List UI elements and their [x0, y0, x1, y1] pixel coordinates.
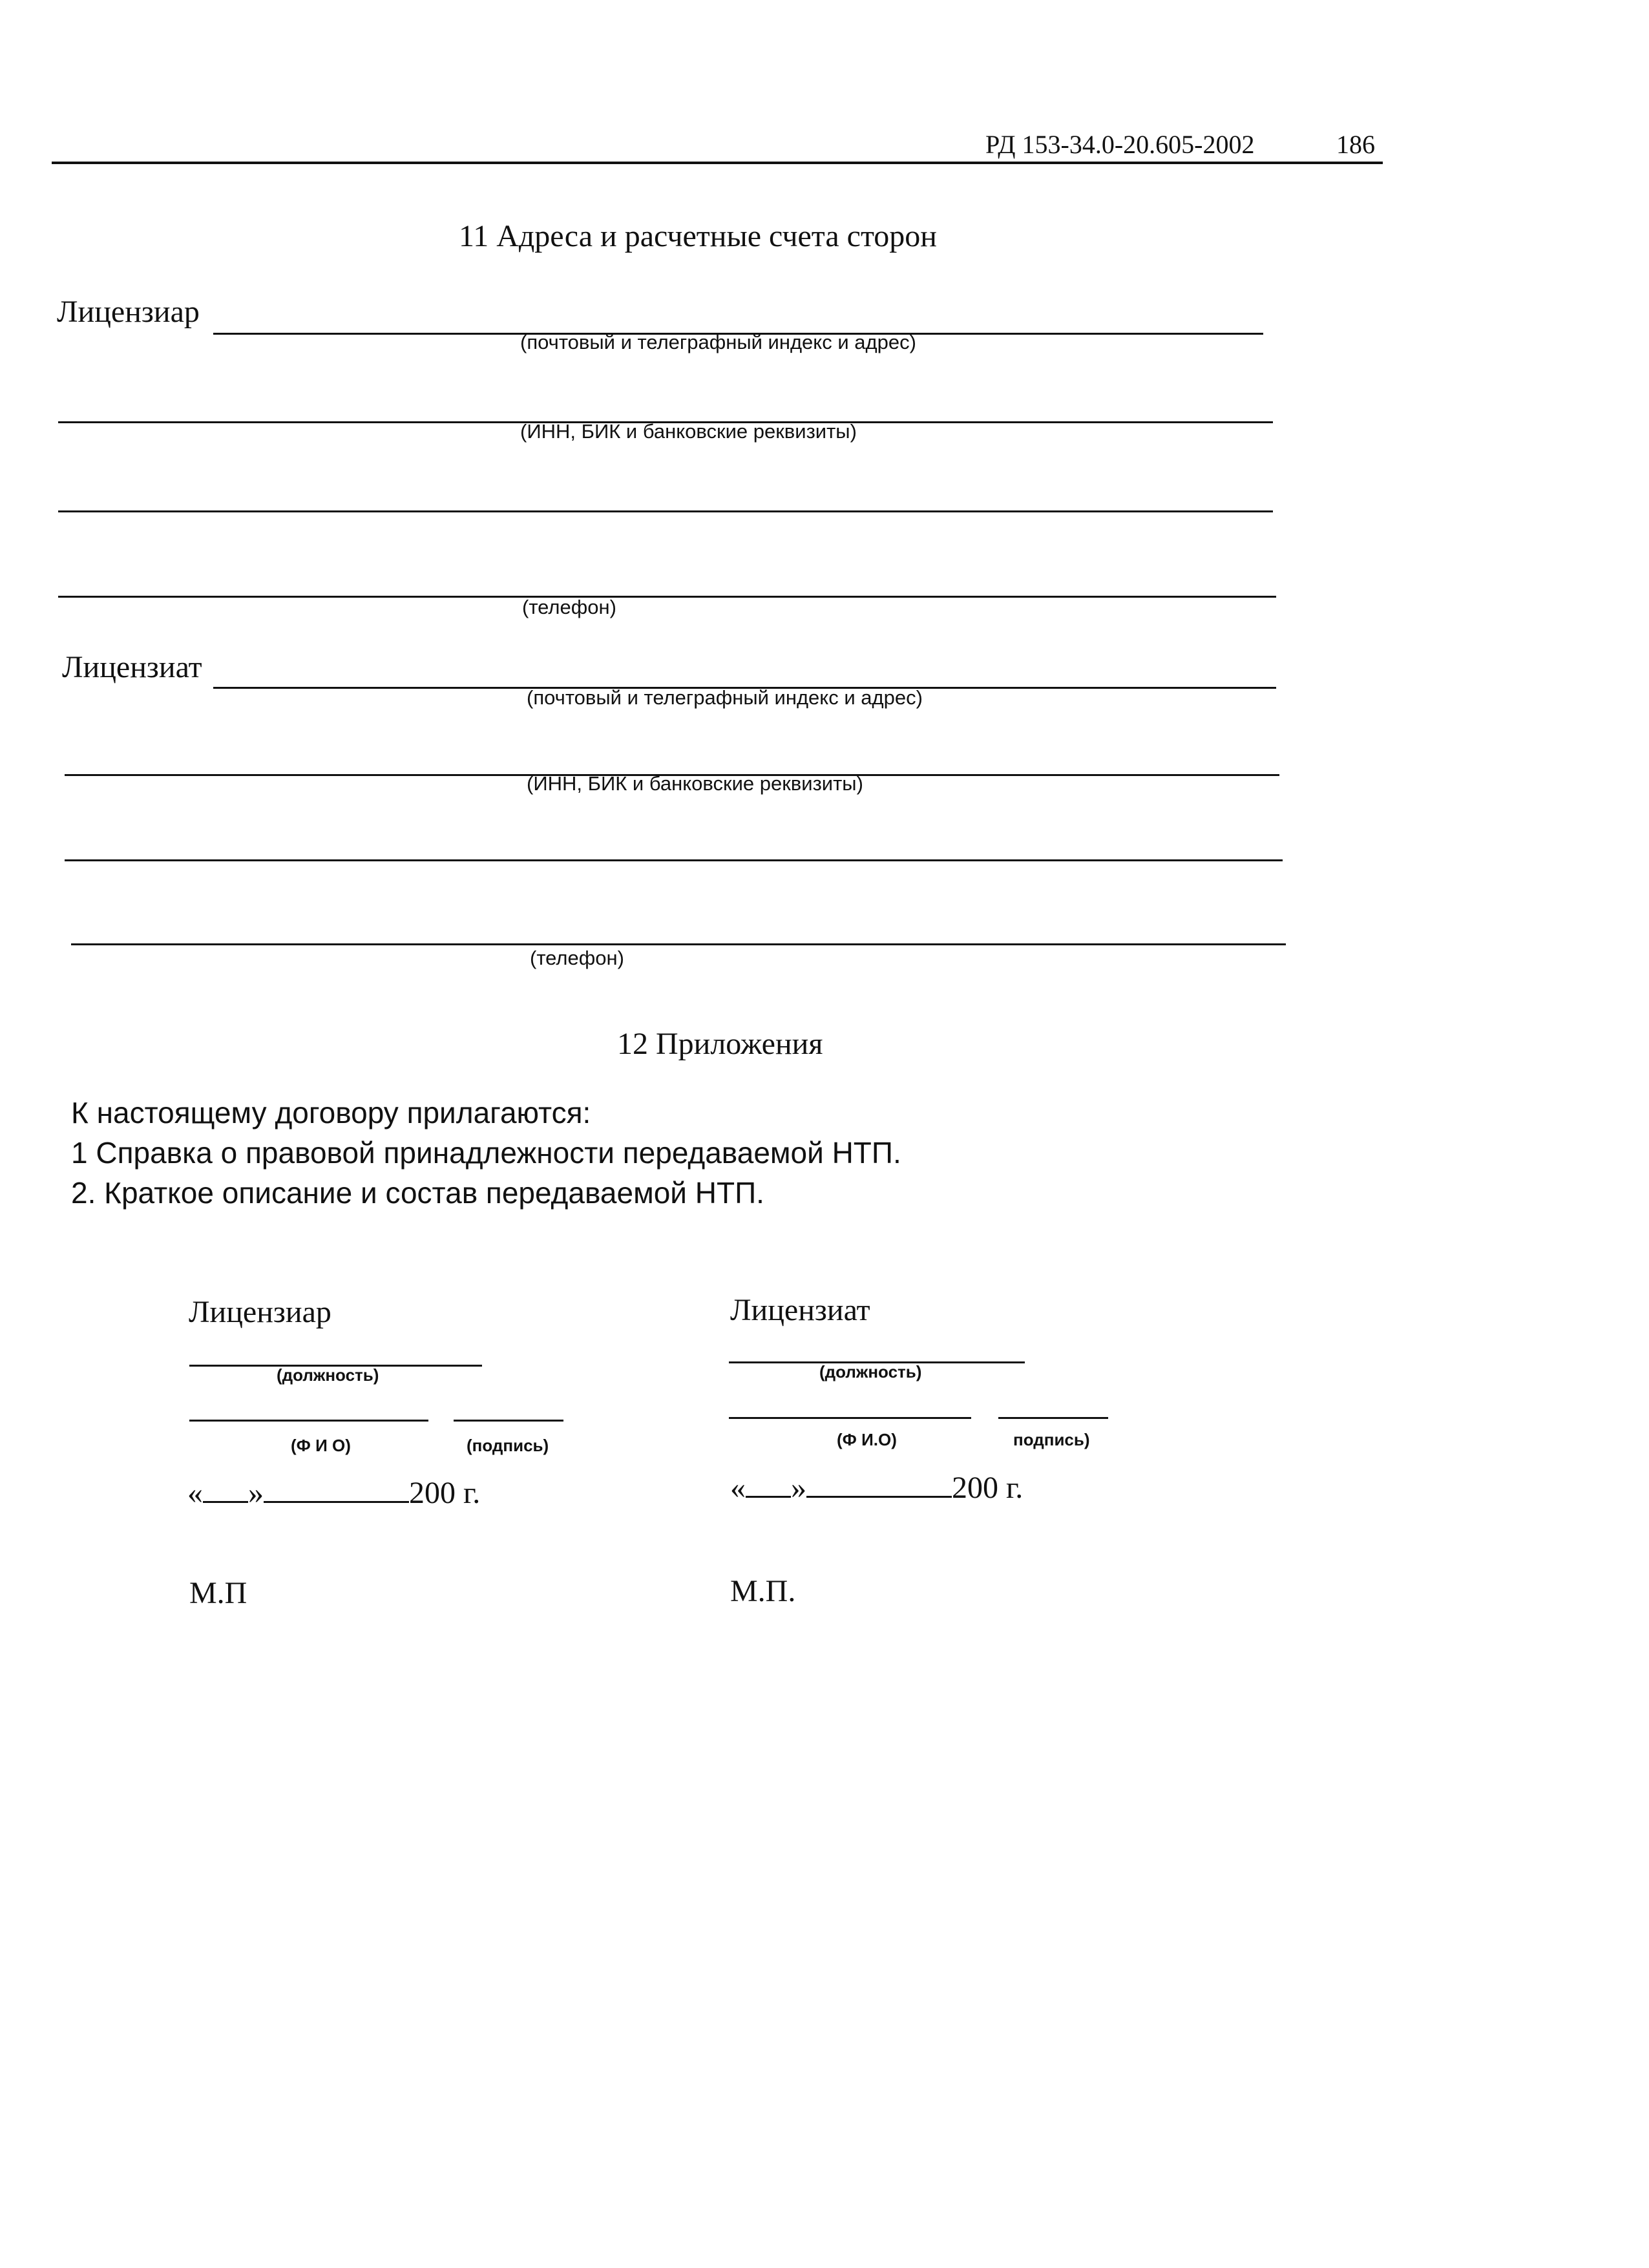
licensee-date — [730, 1470, 1023, 1506]
licensor-name-caption: (Ф И О) — [291, 1436, 351, 1455]
date-year: 200 г. — [952, 1471, 1024, 1505]
licensee-label: Лицензиат — [62, 650, 202, 684]
date-open-quote: « — [187, 1476, 203, 1510]
date-open-quote: « — [730, 1471, 746, 1505]
licensor-name-line — [189, 1420, 428, 1422]
licensee-address-caption: (почтовый и телеграфный индекс и адрес) — [527, 686, 923, 709]
licensee-name-caption: (Ф И.О) — [837, 1430, 897, 1449]
date-close-quote: » — [791, 1471, 806, 1505]
document-code: РД 153-34.0-20.605-2002 — [985, 130, 1255, 159]
licensor-date — [187, 1475, 480, 1511]
licensee-phone-caption: (телефон) — [530, 947, 624, 969]
date-year: 200 г. — [409, 1476, 481, 1510]
date-day-blank — [203, 1475, 248, 1503]
signature-licensee-label: Лицензиат — [730, 1293, 870, 1327]
appendix-item-2: 2. Краткое описание и состав передаваемой НТП. — [71, 1176, 764, 1210]
licensor-bank-caption: (ИНН, БИК и банковские реквизиты) — [520, 420, 857, 443]
licensor-address-caption: (почтовый и телеграфный индекс и адрес) — [520, 331, 916, 353]
signature-licensor-label: Лицензиар — [189, 1295, 331, 1329]
date-day-blank — [746, 1470, 791, 1498]
licensor-sign-caption: (подпись) — [467, 1436, 549, 1455]
licensee-extra-line — [65, 859, 1283, 861]
licensee-bank-caption: (ИНН, БИК и банковские реквизиты) — [527, 772, 863, 795]
licensor-phone-line — [58, 596, 1276, 598]
licensor-sign-line — [454, 1420, 563, 1422]
section-12-title: 12 Приложения — [617, 1027, 823, 1061]
licensor-position-caption: (должность) — [277, 1365, 379, 1385]
licensor-stamp: М.П — [189, 1576, 247, 1610]
section-11-title: 11 Адреса и расчетные счета сторон — [459, 219, 937, 253]
licensee-sign-caption: подпись) — [1013, 1430, 1090, 1449]
header-rule — [52, 162, 1383, 164]
appendix-intro: К настоящему договору прилагаются: — [71, 1096, 591, 1129]
licensee-position-caption: (должность) — [819, 1362, 922, 1381]
licensor-phone-caption: (телефон) — [522, 596, 616, 618]
licensee-sign-line — [998, 1417, 1108, 1419]
licensor-extra-line — [58, 510, 1273, 512]
licensee-phone-line — [71, 943, 1286, 945]
date-close-quote: » — [248, 1476, 264, 1510]
licensor-label: Лицензиар — [57, 295, 200, 329]
licensee-name-line — [729, 1417, 971, 1419]
licensee-stamp: М.П. — [730, 1574, 796, 1608]
appendix-item-1: 1 Справка о правовой принадлежности передаваемой НТП. — [71, 1136, 901, 1170]
date-month-blank — [806, 1470, 952, 1498]
date-month-blank — [264, 1475, 409, 1503]
page-number: 186 — [1336, 130, 1375, 159]
